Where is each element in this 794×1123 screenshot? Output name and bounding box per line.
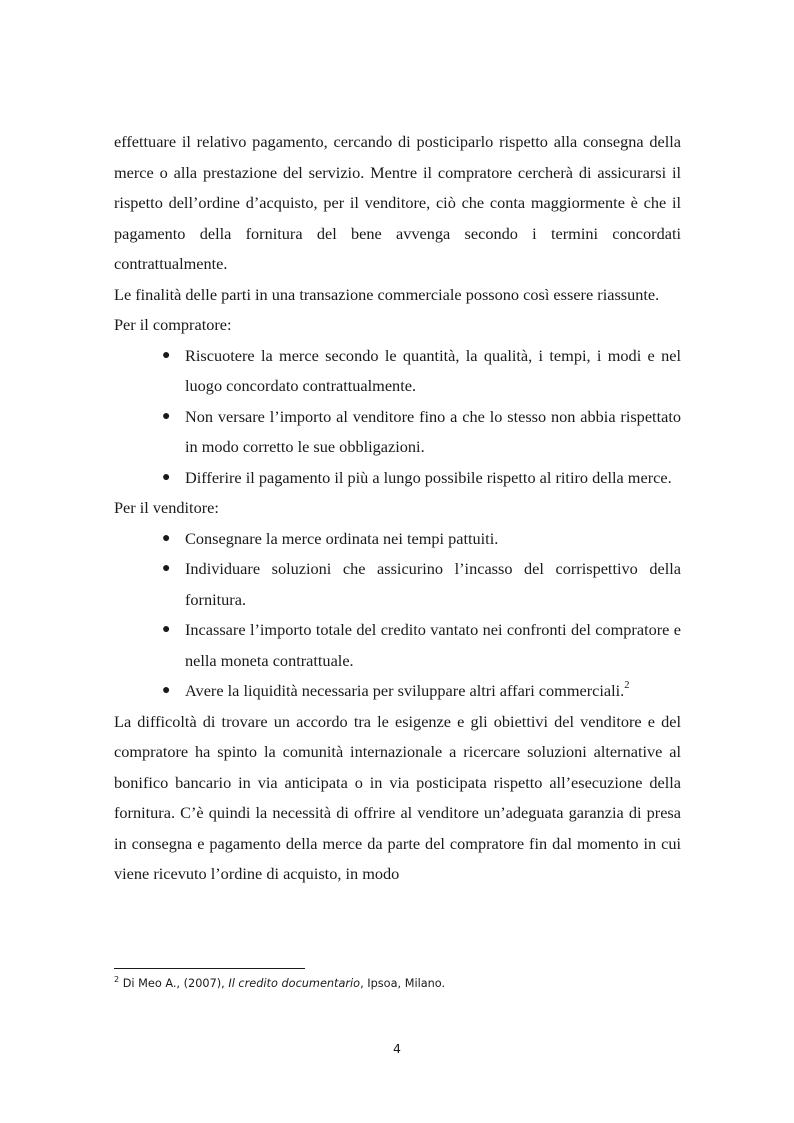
list-item [162,341,681,402]
page-number: 4 [393,1041,401,1056]
footnote-publisher: , Ipsoa, Milano. [360,977,446,990]
document-body [114,127,681,890]
footnote-author-year: Di Meo A., (2007), [122,977,225,990]
bullet-icon: ● [162,530,171,546]
list-item-text: Consegnare la merce ordinata nei tempi pattuiti. [185,528,499,548]
list-item [162,402,681,463]
footnote [114,975,681,993]
footnote-number: 2 [114,975,120,984]
bullet-icon: ● [162,622,171,637]
list-item-text: Non versare l’importo al venditore fino a che lo stesso non abbia rispettato in modo corretto le sue obbligazioni. [185,406,681,456]
bullet-icon: ● [162,408,171,424]
list-item-text: Differire il pagamento il più a lungo possibile rispetto al ritiro della merce. [185,467,672,487]
list-item-text: Riscuotere la merce secondo le quantità, la qualità, i tempi, i modi e nel luogo concordato contrattualmente. [185,345,681,395]
list-item [162,615,681,676]
seller-heading: Per il venditore: [114,498,219,517]
list-item [162,463,681,494]
list-item-text: Incassare l’importo totale del credito vantato nei confronti del compratore e nella moneta contrattuale. [185,620,681,670]
bullet-icon: ● [162,347,171,363]
paragraph-finalita: Le finalità delle parti in una transazione commerciale possono così essere riassunte. [114,284,660,304]
paragraph-intro: effettuare il relativo pagamento, cercando di posticiparlo rispetto alla consegna della merce o alla prestazione del servizio. Mentre il compratore cercherà di assicurarsi il rispetto dell’ordine d’acquisto, per il venditore, ciò che conta maggiormente è che il pagamento della fornitura del bene avvenga secondo i termini concordati contrattualmente. [114,132,681,273]
bullet-icon: ● [162,683,171,698]
list-item [162,676,681,707]
bullet-icon: ● [162,469,171,485]
footnote-separator [114,968,305,969]
seller-list [114,524,681,707]
paragraph-difficolta: La difficoltà di trovare un accordo tra le esigenze e gli obiettivi del venditore e del compratore ha spinto la comunità internazionale a ricercare soluzioni alternative al bonifico bancario in via anticipata o in via posticipata rispetto all’esecuzione della fornitura. C’è quindi la necessità di offrire al venditore un’adeguata garanzia di presa in consegna e pagamento della merce da parte del compratore fin dal momento in cui viene ricevuto l’ordine di acquisto, in modo [114,711,681,883]
list-item [162,554,681,615]
list-item [162,524,681,555]
list-item-text: Avere la liquidità necessaria per sviluppare altri affari commerciali. [185,681,625,700]
list-item-text: Individuare soluzioni che assicurino l’incasso del corrispettivo della fornitura. [185,559,681,609]
bullet-icon: ● [162,561,171,576]
buyer-list [114,341,681,494]
footnote-title: Il credito documentario [228,977,361,990]
footnote-reference[interactable]: 2 [624,680,630,691]
buyer-heading: Per il compratore: [114,315,232,334]
